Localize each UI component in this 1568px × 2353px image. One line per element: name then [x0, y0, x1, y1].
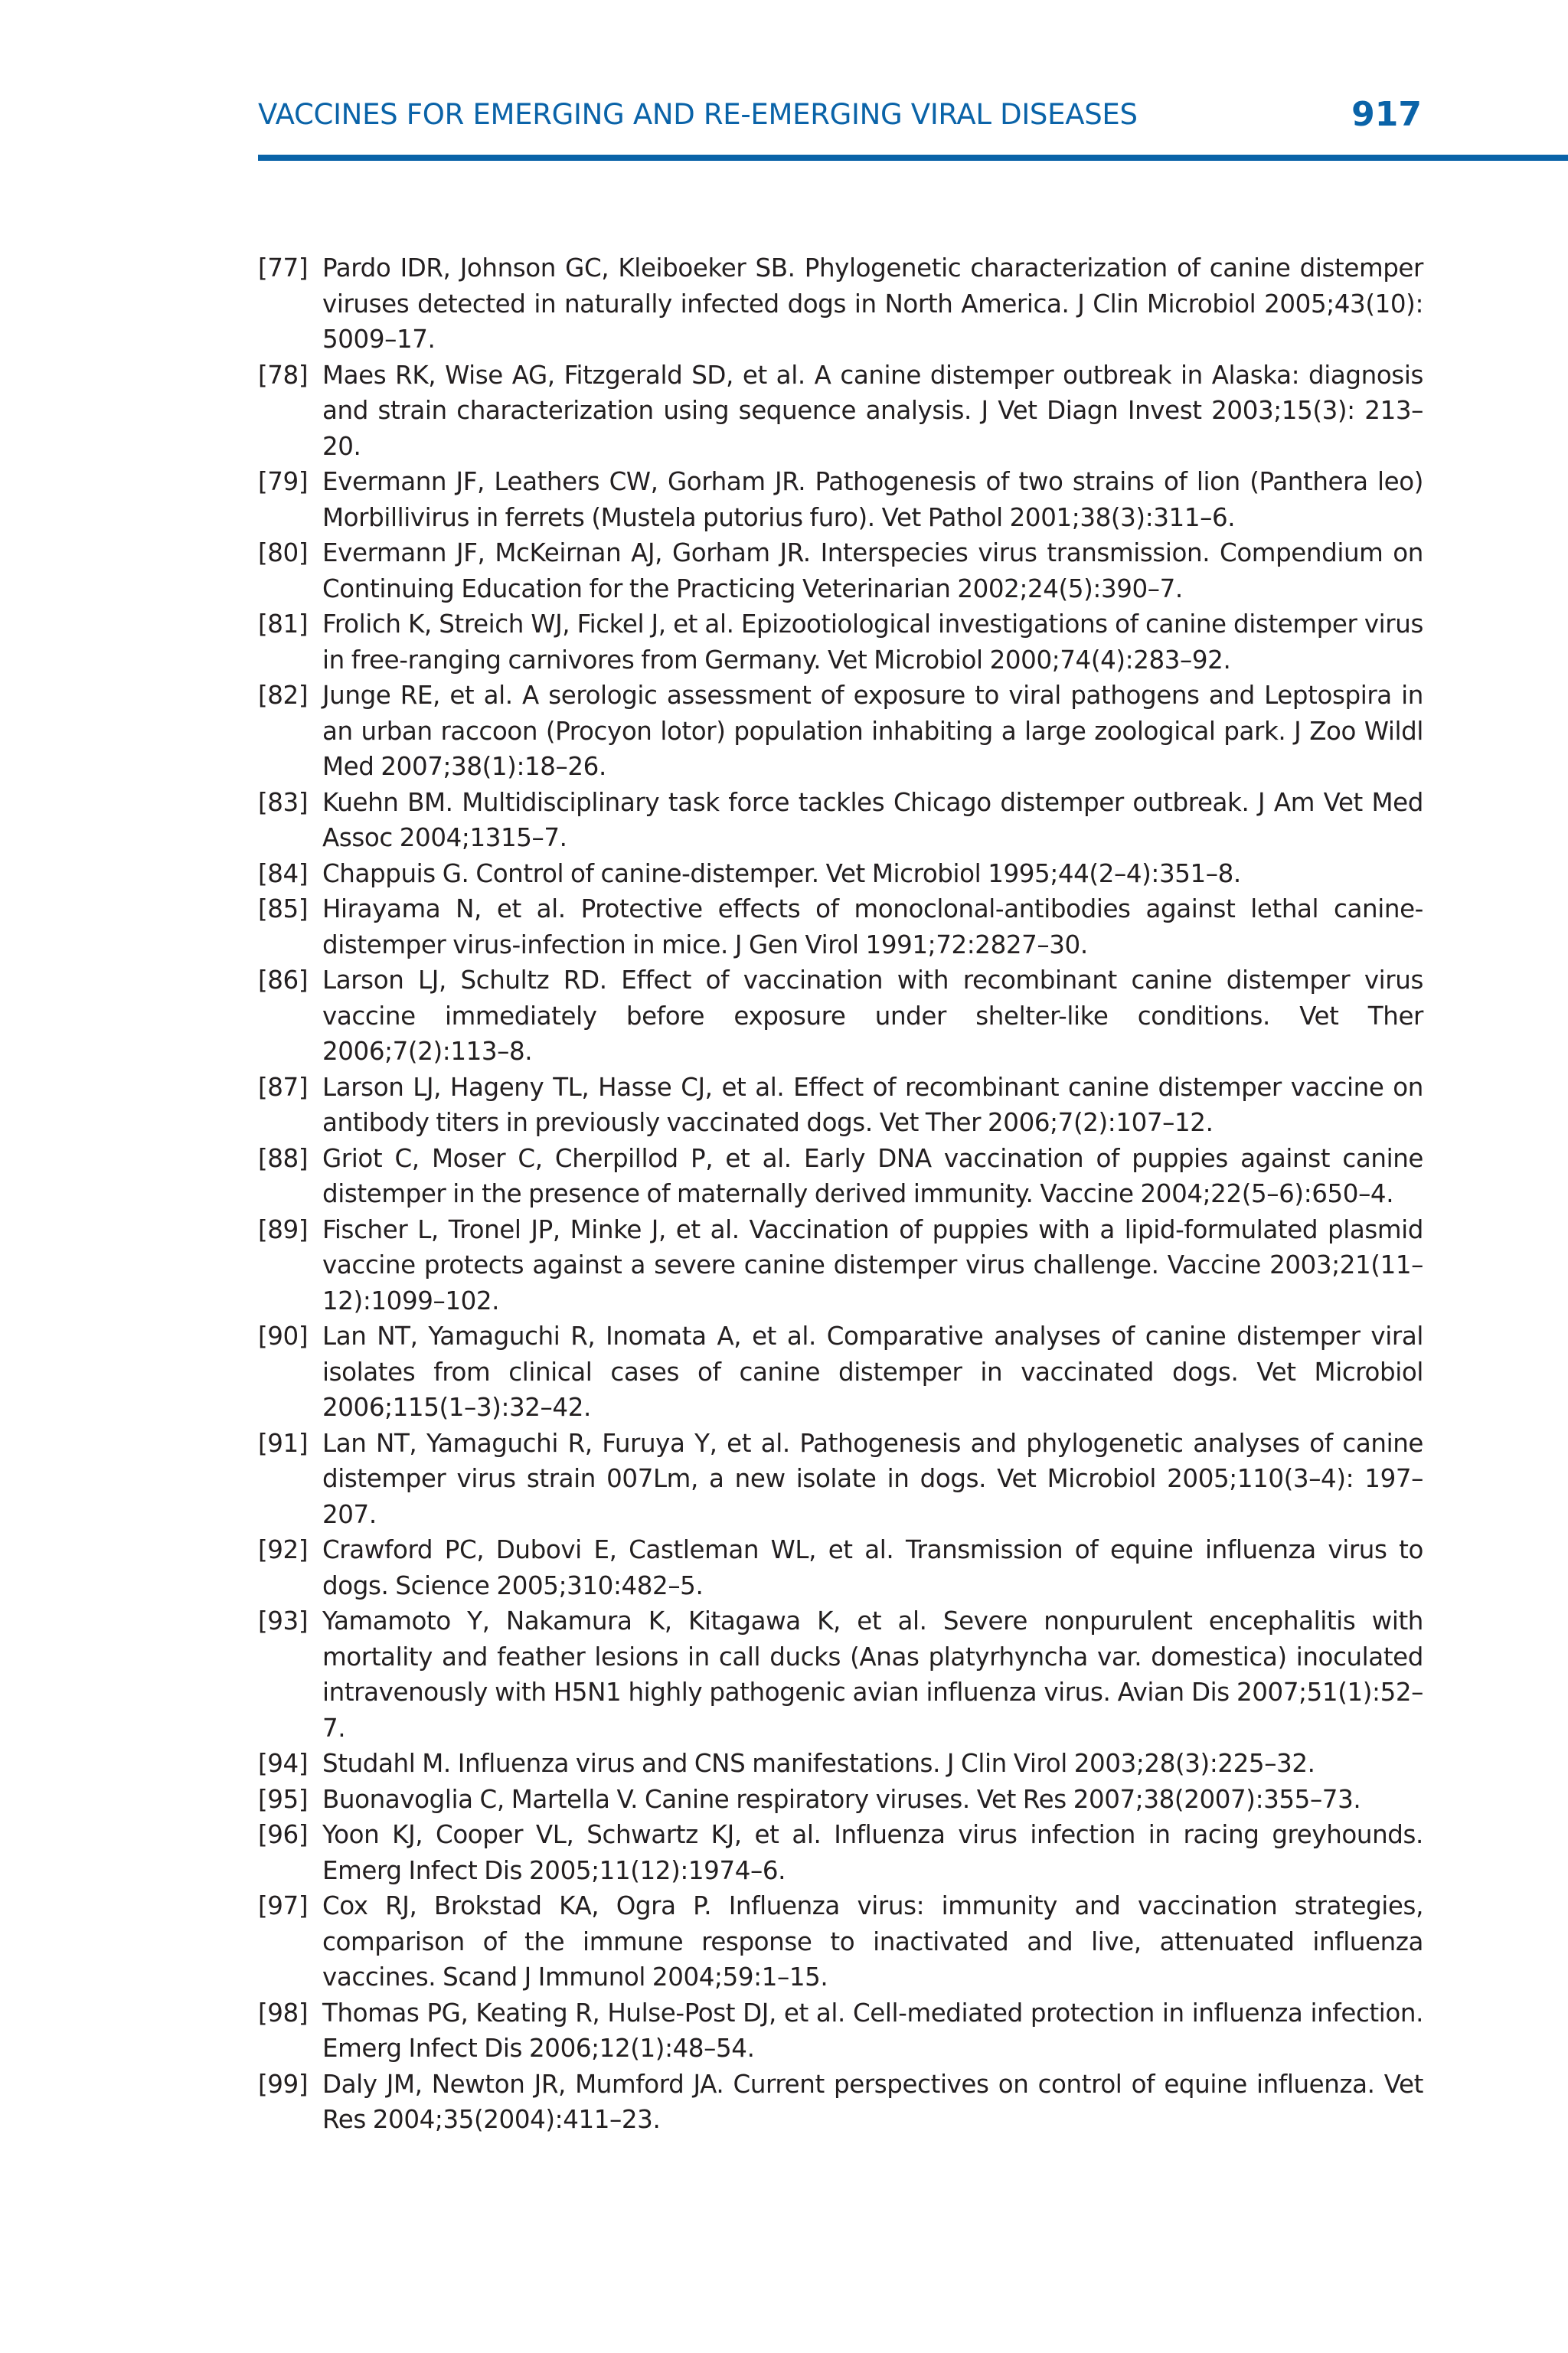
header-rule	[258, 155, 1568, 161]
reference-item	[258, 1888, 1423, 1995]
reference-number: [83]	[258, 787, 309, 817]
running-title: VACCINES FOR EMERGING AND RE-EMERGING VIRAL DISEASES	[258, 98, 1138, 131]
reference-number: [86]	[258, 966, 309, 995]
reference-number: [93]	[258, 1606, 309, 1636]
reference-text: Lan NT, Yamaguchi R, Furuya Y, et al. Pathogenesis and phylogenetic analyses of canine distemper virus strain 007Lm, a new isolate in dogs. Vet Microbiol 2005;110(3–4): 197–207.	[322, 1428, 1423, 1529]
reference-text: Yoon KJ, Cooper VL, Schwartz KJ, et al. Influenza virus infection in racing greyhounds. Emerg Infect Dis 2005;11(12):1974–6.	[322, 1820, 1423, 1885]
reference-text: Daly JM, Newton JR, Mumford JA. Current perspectives on control of equine influenza. Vet Res 2004;35(2004):411–23.	[322, 2069, 1423, 2134]
reference-number: [85]	[258, 894, 309, 923]
reference-text: Yamamoto Y, Nakamura K, Kitagawa K, et al. Severe nonpurulent encephalitis with mortality and feather lesions in call ducks (Anas platyrhyncha var. domestica) inoculated intravenously with H5N1 highly pathogenic avian influenza virus. Avian Dis 2007;51(1):52–7.	[322, 1606, 1423, 1743]
reference-text: Chappuis G. Control of canine-distemper. Vet Microbiol 1995;44(2–4):351–8.	[322, 858, 1241, 888]
reference-number: [77]	[258, 253, 309, 283]
running-head	[258, 95, 1422, 144]
reference-number: [82]	[258, 681, 309, 710]
reference-number: [89]	[258, 1214, 309, 1244]
reference-text: Fischer L, Tronel JP, Minke J, et al. Vaccination of puppies with a lipid-formulated plasmid vaccine protects against a severe canine distemper virus challenge. Vaccine 2003;21(11–12):1099–102.	[322, 1214, 1423, 1315]
reference-item	[258, 962, 1423, 1070]
reference-number: [79]	[258, 467, 309, 496]
reference-number: [90]	[258, 1322, 309, 1351]
reference-item	[258, 1319, 1423, 1426]
reference-text: Evermann JF, McKeirnan AJ, Gorham JR. Interspecies virus transmission. Compendium on Continuing Education for the Practicing Veterinarian 2002;24(5):390–7.	[322, 538, 1423, 603]
reference-item	[258, 1817, 1423, 1888]
reference-item	[258, 2067, 1423, 2138]
reference-number: [98]	[258, 1998, 309, 2028]
reference-item	[258, 1141, 1423, 1212]
reference-number: [99]	[258, 2069, 309, 2099]
reference-text: Crawford PC, Dubovi E, Castleman WL, et al. Transmission of equine influenza virus to dogs. Science 2005;310:482–5.	[322, 1535, 1423, 1600]
reference-number: [96]	[258, 1820, 309, 1849]
reference-number: [91]	[258, 1428, 309, 1458]
reference-item	[258, 535, 1423, 606]
reference-text: Junge RE, et al. A serologic assessment of exposure to viral pathogens and Leptospira in an urban raccoon (Procyon lotor) population inhabiting a large zoological park. J Zoo Wildl Med 2007;38(1):18–26.	[322, 681, 1423, 781]
reference-list	[258, 250, 1423, 2138]
reference-item	[258, 678, 1423, 785]
reference-text: Pardo IDR, Johnson GC, Kleiboeker SB. Phylogenetic characterization of canine distemper viruses detected in naturally infected dogs in North America. J Clin Microbiol 2005;43(10): 5009–17.	[322, 253, 1423, 354]
reference-text: Evermann JF, Leathers CW, Gorham JR. Pathogenesis of two strains of lion (Panthera leo) Morbillivirus in ferrets (Mustela putorius furo). Vet Pathol 2001;38(3):311–6.	[322, 467, 1423, 532]
reference-item	[258, 464, 1423, 535]
reference-text: Cox RJ, Brokstad KA, Ogra P. Influenza virus: immunity and vaccination strategies, comparison of the immune response to inactivated and live, attenuated influenza vaccines. Scand J Immunol 2004;59:1–15.	[322, 1891, 1423, 1992]
reference-text: Thomas PG, Keating R, Hulse-Post DJ, et al. Cell-mediated protection in influenza infection. Emerg Infect Dis 2006;12(1):48–54.	[322, 1998, 1423, 2063]
reference-number: [87]	[258, 1072, 309, 1102]
reference-number: [94]	[258, 1749, 309, 1778]
reference-text: Maes RK, Wise AG, Fitzgerald SD, et al. A canine distemper outbreak in Alaska: diagnosis and strain characterization using sequence analysis. J Vet Diagn Invest 2003;15(3): 213–20.	[322, 360, 1423, 461]
reference-item	[258, 856, 1423, 892]
reference-text: Studahl M. Influenza virus and CNS manifestations. J Clin Virol 2003;28(3):225–32.	[322, 1749, 1315, 1778]
page-number: 917	[1351, 95, 1422, 134]
reference-item	[258, 785, 1423, 856]
reference-text: Larson LJ, Hageny TL, Hasse CJ, et al. Effect of recombinant canine distemper vaccine on antibody titers in previously vaccinated dogs. Vet Ther 2006;7(2):107–12.	[322, 1072, 1423, 1137]
reference-number: [95]	[258, 1784, 309, 1814]
reference-text: Griot C, Moser C, Cherpillod P, et al. Early DNA vaccination of puppies against canine distemper in the presence of maternally derived immunity. Vaccine 2004;22(5–6):650–4.	[322, 1143, 1423, 1208]
reference-item	[258, 358, 1423, 465]
reference-text: Kuehn BM. Multidisciplinary task force tackles Chicago distemper outbreak. J Am Vet Med Assoc 2004;1315–7.	[322, 787, 1423, 852]
reference-number: [81]	[258, 609, 309, 639]
reference-number: [80]	[258, 538, 309, 567]
reference-item	[258, 1426, 1423, 1533]
reference-text: Hirayama N, et al. Protective effects of monoclonal-antibodies against lethal canine-distemper virus-infection in mice. J Gen Virol 1991;72:2827–30.	[322, 894, 1423, 959]
reference-text: Buonavoglia C, Martella V. Canine respiratory viruses. Vet Res 2007;38(2007):355–73.	[322, 1784, 1361, 1814]
reference-item	[258, 1532, 1423, 1603]
reference-item	[258, 1782, 1423, 1818]
reference-number: [88]	[258, 1143, 309, 1173]
reference-item	[258, 1746, 1423, 1782]
reference-item	[258, 891, 1423, 962]
reference-text: Larson LJ, Schultz RD. Effect of vaccination with recombinant canine distemper virus vaccine immediately before exposure under shelter-like conditions. Vet Ther 2006;7(2):113–8.	[322, 966, 1423, 1066]
reference-item	[258, 1995, 1423, 2067]
reference-text: Frolich K, Streich WJ, Fickel J, et al. Epizootiological investigations of canine distemper virus in free-ranging carnivores from Germany. Vet Microbiol 2000;74(4):283–92.	[322, 609, 1423, 675]
reference-item	[258, 1212, 1423, 1319]
reference-number: [92]	[258, 1535, 309, 1564]
reference-item	[258, 250, 1423, 358]
reference-item	[258, 606, 1423, 678]
reference-item	[258, 1070, 1423, 1141]
reference-number: [84]	[258, 858, 309, 888]
reference-number: [97]	[258, 1891, 309, 1920]
reference-text: Lan NT, Yamaguchi R, Inomata A, et al. Comparative analyses of canine distemper viral isolates from clinical cases of canine distemper in vaccinated dogs. Vet Microbiol 2006;115(1–3):32–42.	[322, 1322, 1423, 1422]
reference-item	[258, 1603, 1423, 1746]
reference-number: [78]	[258, 360, 309, 390]
